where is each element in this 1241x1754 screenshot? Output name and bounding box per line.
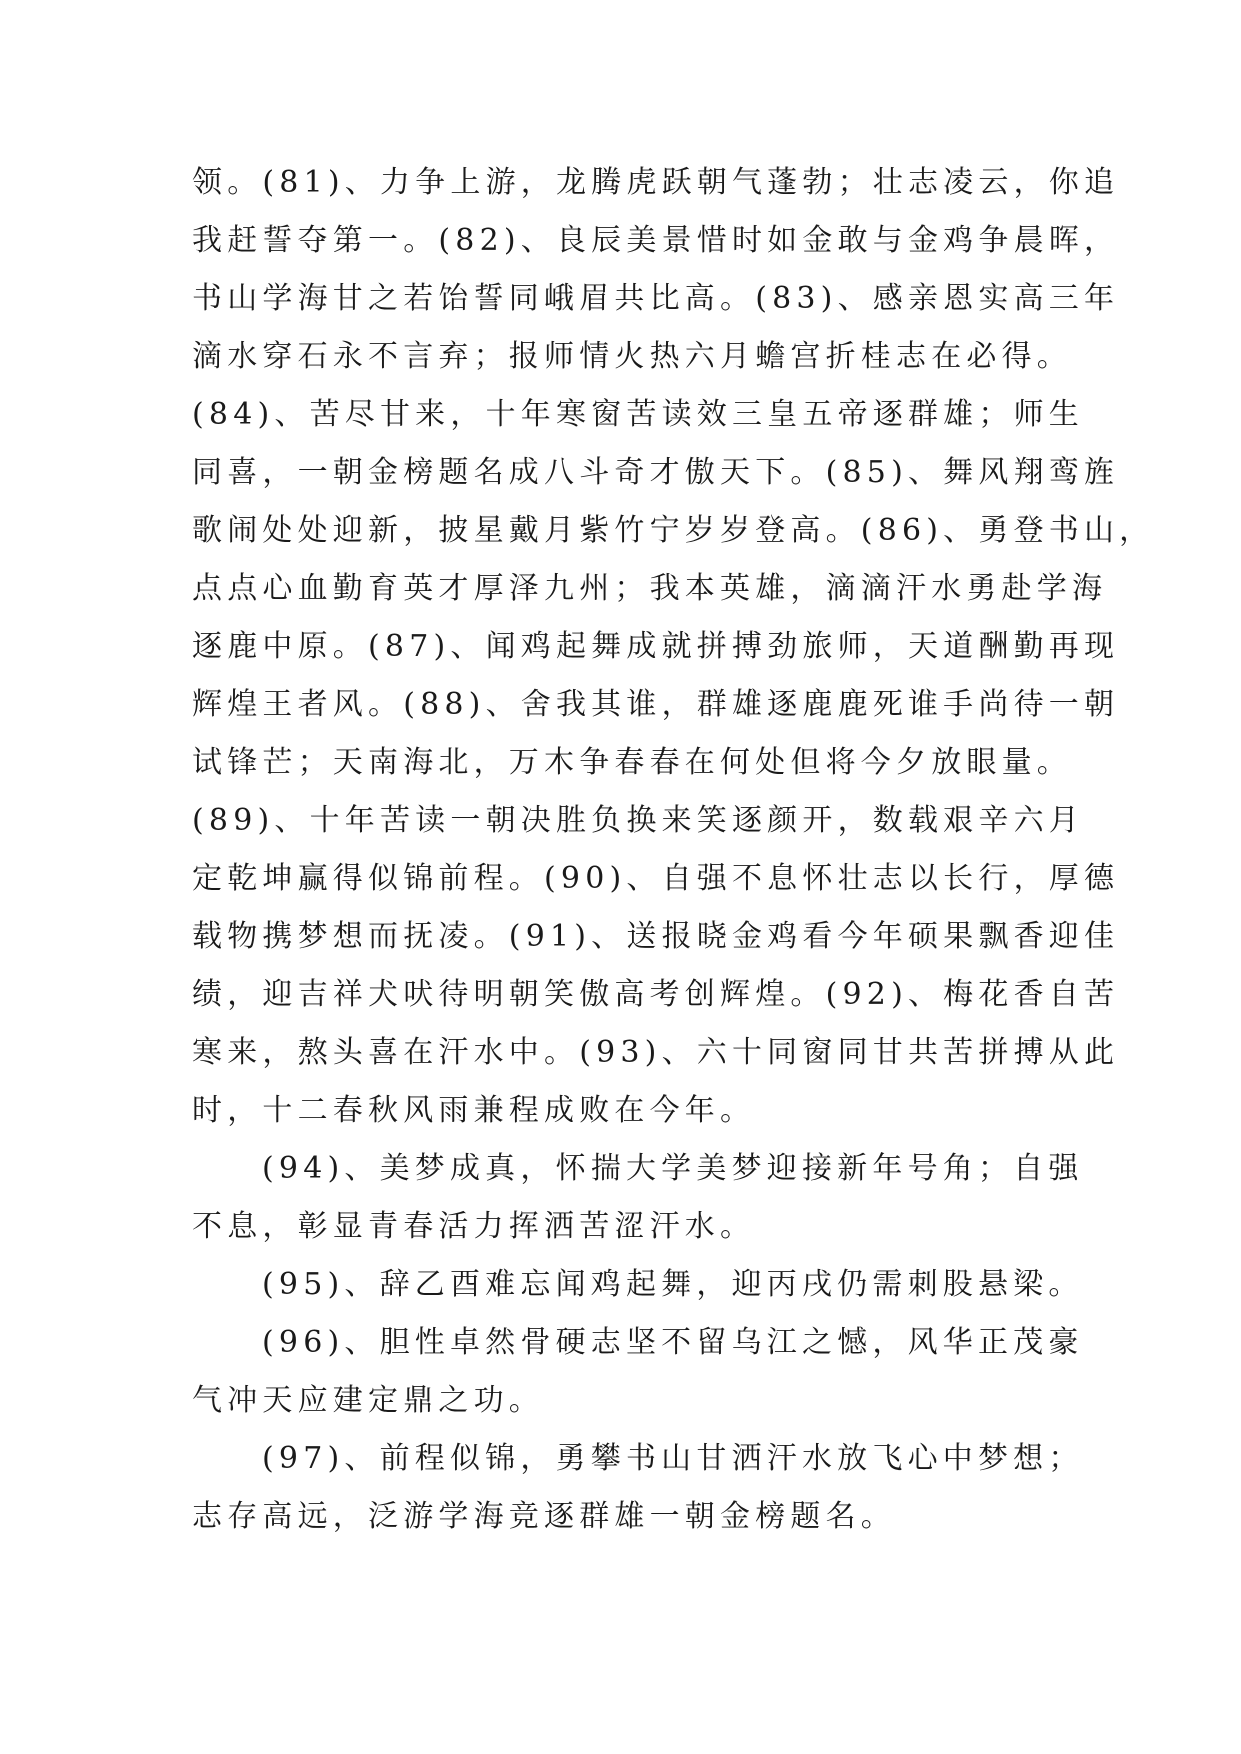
text-line: (97)、前程似锦，勇攀书山甘洒汗水放飞心中梦想；	[262, 1441, 1084, 1476]
text-line: 滴水穿石永不言弃；报师情火热六月蟾宫折桂志在必得。	[192, 339, 1072, 374]
text-line: 逐鹿中原。(87)、闻鸡起舞成就拼搏劲旅师，天道酬勤再现	[192, 629, 1120, 664]
text-line: 同喜，一朝金榜题名成八斗奇才傲天下。(85)、舞风翔鸾旌	[192, 455, 1120, 490]
text-line: 志存高远，泛游学海竞逐群雄一朝金榜题名。	[192, 1499, 896, 1534]
text-line: 定乾坤赢得似锦前程。(90)、自强不息怀壮志以长行，厚德	[192, 861, 1120, 896]
text-line: 载物携梦想而抚凌。(91)、送报晓金鸡看今年硕果飘香迎佳	[192, 919, 1120, 954]
text-line: 试锋芒；天南海北，万木争春春在何处但将今夕放眼量。	[192, 745, 1072, 780]
text-line: (84)、苦尽甘来，十年寒窗苦读效三皇五帝逐群雄；师生	[192, 397, 1084, 432]
text-line: (94)、美梦成真，怀揣大学美梦迎接新年号角；自强	[262, 1151, 1084, 1186]
text-line: 书山学海甘之若饴誓同峨眉共比高。(83)、感亲恩实高三年	[192, 281, 1120, 316]
text-line: 我赶誓夺第一。(82)、良辰美景惜时如金敢与金鸡争晨晖，	[192, 223, 1120, 258]
text-line: 辉煌王者风。(88)、舍我其谁，群雄逐鹿鹿死谁手尚待一朝	[192, 687, 1120, 722]
text-line: 寒来，熬头喜在汗水中。(93)、六十同窗同甘共苦拼搏从此	[192, 1035, 1120, 1070]
text-line: 时，十二春秋风雨兼程成败在今年。	[192, 1093, 756, 1128]
text-line: (89)、十年苦读一朝决胜负换来笑逐颜开，数载艰辛六月	[192, 803, 1084, 838]
text-line: 歌闹处处迎新，披星戴月紫竹宁岁岁登高。(86)、勇登书山，	[192, 513, 1155, 548]
document-body	[192, 154, 1155, 1546]
text-line: 气冲天应建定鼎之功。	[192, 1383, 544, 1418]
text-line: (95)、辞乙酉难忘闻鸡起舞，迎丙戌仍需刺股悬梁。	[262, 1267, 1084, 1302]
text-line: 领。(81)、力争上游，龙腾虎跃朝气蓬勃；壮志凌云，你追	[192, 165, 1120, 200]
text-line: (96)、胆性卓然骨硬志坚不留乌江之憾，风华正茂豪	[262, 1325, 1084, 1360]
text-line: 点点心血勤育英才厚泽九州；我本英雄，滴滴汗水勇赴学海	[192, 571, 1108, 606]
text-line: 不息，彰显青春活力挥洒苦涩汗水。	[192, 1209, 756, 1244]
text-line: 绩，迎吉祥犬吠待明朝笑傲高考创辉煌。(92)、梅花香自苦	[192, 977, 1120, 1012]
